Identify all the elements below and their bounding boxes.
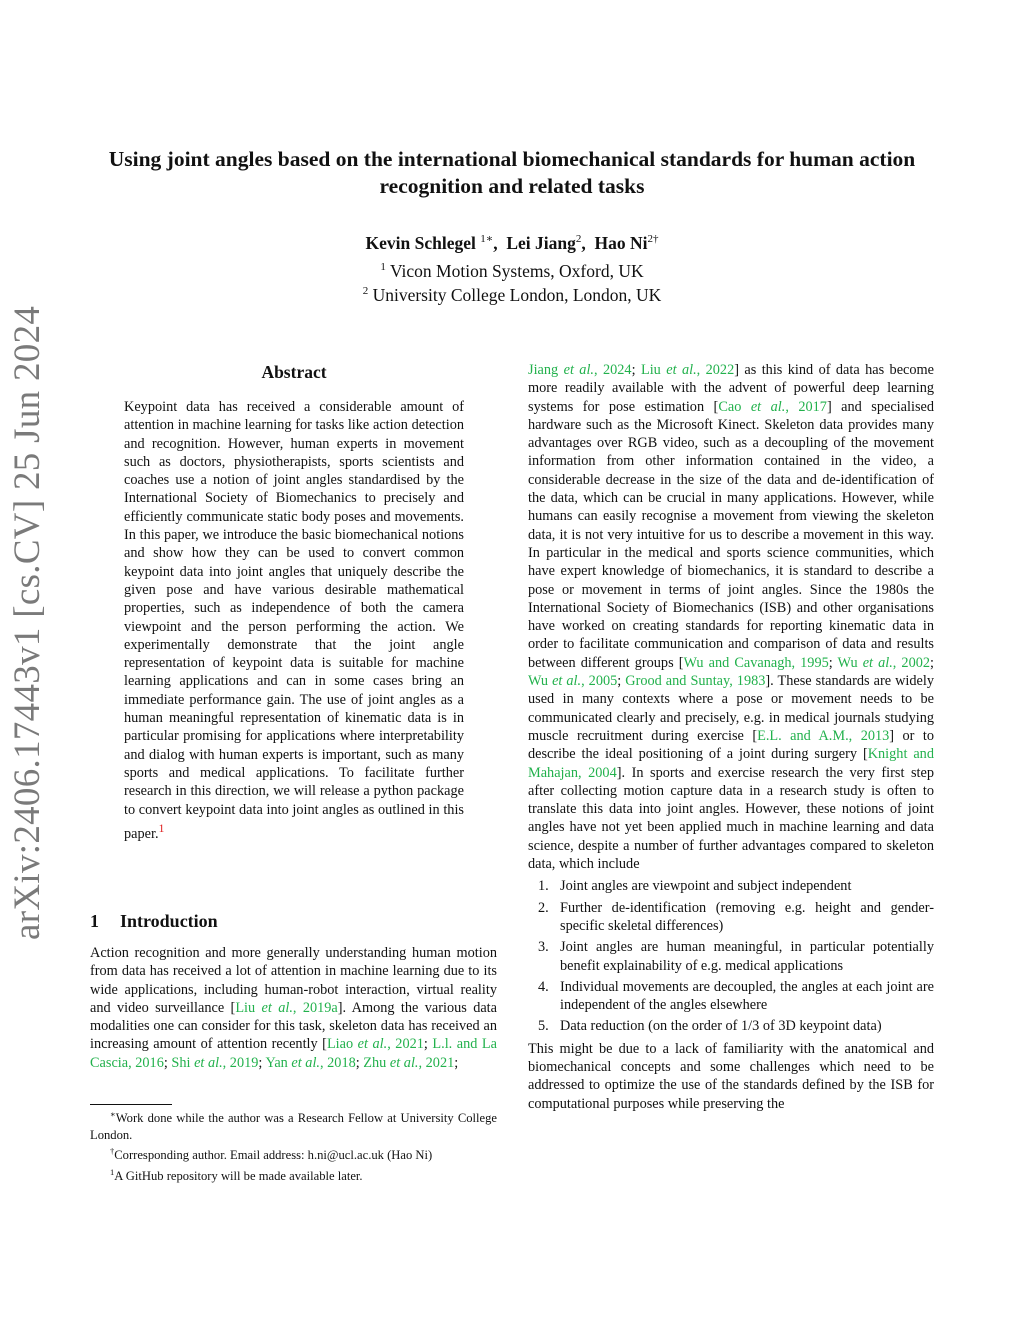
list-text: Individual movements are decoupled, the angles at each joint are independent of the angles elsewhere (560, 978, 934, 1014)
body-text: ] and specialised hardware such as the Microsoft Kinect. Skeleton data provides many advantages over RGB video, such as a decoupling of the movement information from other information contained in the video, a considerable decrease in the size of the data and de-identification of the data, which can be crucial in many applications. However, while humans can easily recognise a movement from viewing the skeleton data, it is not very intuitive for us to describe a movement in this way. In particular in the medical and sports science communities, which have expert knowledge of biomechanics, it is standard to describe a pose or movement in terms of joint angles. Since the 1980s the International Society of Biomechanics (ISB) and other organisations have worked on creating standards for reporting kinematic data in order to facilitate communication and comparison of data and results between different groups [ (528, 398, 935, 671)
list-number: 3. (538, 939, 549, 956)
footnote-mark: † (110, 1146, 115, 1157)
citation-link[interactable]: Liao et al., 2021 (326, 1036, 424, 1053)
footnote (90, 1143, 497, 1164)
footnote-text: Corresponding author. Email address: h.ni@ucl.ac.uk (Hao Ni) (114, 1148, 433, 1163)
author-name: Lei Jiang (506, 232, 576, 253)
abstract-heading: Abstract (261, 362, 327, 382)
list-text: Joint angles are viewpoint and subject independent (560, 878, 852, 895)
abstract-text: Keypoint data has received a considerable amount of attention in machine learning for tasks like action detection and recognition. However, human experts in movement such as doctors, physiotherapists, sports scientists and coaches use a notion of joint angles standardised by the International Society of Biomechanics to precisely and efficiently communicate static body poses and movements. In this paper, we introduce the basic biomechanical notions and show how they can be used to convert common keypoint data into joint angles that uniquely describe the given pose and have various desirable mathematical properties, such as independence of both the camera viewpoint and the person performing the action. We experimentally demonstrate that the joint angle representation of keypoint data is suitable for machine learning applications and can in some cases bring an immediate performance gain. The use of joint angles as a human meaningful representation of kinematic data is in particular promising for applications where interpretability and dialog with human experts is important, such as many sports and medical applications. To facilitate further research in this direction, we will release a python package to convert keypoint data into joint angles as outlined in this paper. (124, 399, 464, 842)
footnote-link[interactable]: 1 (158, 820, 165, 835)
abstract-body (124, 398, 464, 843)
citation-link[interactable]: Wu and Cavanagh, 1995 (683, 654, 829, 671)
intro-paragraph-start: Action recognition and more generally understanding human motion from data has received a lot of attention in machine learning due to its wide applications, including human-robot interaction, virtual reality and video surveillance [Liu et al., 2019a]. Among the various data modalities one can consider for this task, skeleton data has received an increasing amount of attention recently [Liao et al., 2021; L.l. and La Cascia, 2016; Shi et al., 2019; Yan et al., 2018; Zhu et al., 2021; (90, 945, 497, 1071)
body-text: ] as this kind of data has become more readily available with the advent of powerful deep learning systems for pose estimation [ (528, 362, 935, 415)
citation-link[interactable]: Yan et al., 2018 (265, 1054, 356, 1071)
list-number: 1. (538, 878, 549, 895)
footnote (90, 1164, 497, 1185)
footnotes (90, 1106, 497, 1185)
paper-title: Using joint angles based on the international biomechanical standards for human action recognition and related tasks (108, 147, 916, 198)
body-text: ]. In sports and exercise research the very first step after collecting motion capture data in a research study is often to translate this data into joint angles. However, these notions of joint angles have not yet been applied much in machine learning and data science, despite a number of further advantages compared to skeleton data, which include (528, 764, 934, 873)
citation-link[interactable]: Liu et al., 2022 (640, 362, 735, 378)
citation-link[interactable]: Knight and Mahajan, 2004 (528, 746, 934, 781)
list-number: 2. (538, 899, 549, 916)
citation-link[interactable]: Wu et al., 2002 (837, 654, 931, 671)
affiliation (0, 261, 1024, 282)
author-line: Kevin Schlegel $^{1∗}$, Lei Jiang$^2$, Hao $Ni^{2\dagger}$ (365, 232, 659, 253)
affiliation-text: Vicon Motion Systems, Oxford, UK (389, 261, 644, 281)
footnote-mark: 1 (110, 1167, 115, 1178)
intro-paragraph (528, 1040, 934, 1113)
list-item (528, 938, 934, 975)
list-number: 5. (538, 1018, 549, 1035)
list-item (528, 899, 934, 936)
body-text: ]. These standards are widely used in many contexts where a pose or movement needs to be communicated clearly and precisely, e.g. in medical journals studying muscle recruitment during exercise [ (528, 673, 934, 744)
body-text: ] or to describe the ideal positioning of a joint during surgery [ (528, 727, 934, 763)
section-number: 1 (90, 911, 99, 931)
affiliation-number: 1 (380, 261, 386, 274)
author-name: Kevin Schlegel (365, 232, 476, 253)
citation-link[interactable]: Zhu et al., 2021 (363, 1054, 455, 1071)
body-text: ]. Among the various data modalities one can consider for this task, skeleton data has received an increasing amount of attention recently [ (90, 999, 497, 1053)
author-mark: 2 (575, 233, 582, 245)
list-text: Further de-identification (removing e.g. height and gender-specific skeletal differences) (560, 899, 934, 934)
citation-link[interactable]: Shi et al., 2019 (171, 1054, 259, 1071)
list-number: 4. (538, 978, 549, 995)
citation-link[interactable]: L.l. and La Cascia, 2016 (90, 1036, 497, 1071)
advantages-list (528, 877, 934, 1035)
intro-paragraph: Jiang et al., 2024; Liu et al., 2022] as this kind of data has become more readily available with the advent of powerful deep learning systems for pose estimation [Cao et al., 2017] and specialised hardware such as the Microsoft Kinect. Skeleton data provides many advantages over RGB video, such as a decoupling of the movement information from other information contained in the video, a considerable decrease in the size of the data and de-identification of the data, which can be crucial in many applications. However, while humans can easily recognise a movement from viewing the skeleton data, it is not very intuitive for us to describe a movement in this way. In particular in the medical and sports science communities, which have expert knowledge of biomechanics, it is standard to describe a pose or movement in terms of joint angles. Since the 1980s the International Society of Biomechanics (ISB) and other organisations have worked on creating standards for reporting kinematic data in order to facilitate communication and comparison of data and results between different groups [Wu and Cavanagh, 1995; Wu et al., 2002; Wu et al., 2005; Grood and Suntay, 1983]. These standards are widely used in many contexts where a pose or movement needs to be communicated clearly and precisely, e.g. in medical journals studying muscle recruitment during exercise [E.L. and A.M., 2013] or to describe the ideal positioning of a joint during surgery [Knight and Mahajan, 2004]. In sports and exercise research the very first step after collecting motion capture data in a research study is often to translate this data into joint angles. However, these notions of joint angles have not yet been applied much in machine learning and data science, despite a number of further advantages compared to skeleton data, which include (528, 362, 935, 873)
citation-link[interactable]: Liu et al., 2019a (235, 999, 338, 1016)
section-title: Introduction (120, 911, 218, 931)
footnote-text: Work done while the author was a Research Fellow at University College London. (90, 1111, 497, 1142)
footnote-text: A GitHub repository will be made available later. (114, 1169, 363, 1184)
affiliation (0, 285, 1024, 306)
footnote (90, 1106, 497, 1143)
affiliation-text: University College London, London, UK (372, 285, 662, 305)
author-name: Hao Ni (594, 232, 648, 253)
list-item (528, 877, 934, 895)
citation-link[interactable]: Grood and Suntay, 1983 (625, 673, 766, 690)
section-heading (90, 911, 218, 932)
list-item (528, 1017, 934, 1035)
citation-link[interactable]: E.L. and A.M., 2013 (757, 727, 890, 744)
author-mark: 2† (647, 233, 659, 245)
body-text: This might be due to a lack of familiarity with the anatomical and biomechanical concepts and some challenges which need to be addressed to optimize the use of the standards defined by the ISB for computational purposes while preserving the (528, 1040, 934, 1112)
list-text: Data reduction (on the order of 1/3 of 3D keypoint data) (560, 1018, 882, 1035)
arxiv-margin-stamp: arXiv:2406.17443v1 [cs.CV] 25 Jun 2024 (7, 305, 48, 940)
footnote-mark: ∗ (110, 1109, 116, 1119)
footnote-divider (90, 1104, 172, 1105)
body-text: Action recognition and more generally understanding human motion from data has received a lot of attention in machine learning due to its wide applications, including human-robot interaction, virtual reality and video surveillance [ (90, 945, 497, 1016)
citation-link[interactable]: Cao et al., 2017 (718, 398, 827, 415)
affiliation-number: 2 (362, 285, 369, 298)
list-item (528, 978, 934, 1015)
citation-link[interactable]: Jiang et al., 2024 (528, 362, 632, 378)
intro-continued (528, 361, 934, 1113)
citation-link[interactable]: Wu et al., 2005 (528, 673, 618, 690)
author-mark: 1∗ (480, 233, 494, 245)
list-text: Joint angles are human meaningful, in particular potentially benefit explainability of e.g. medical applications (560, 939, 934, 974)
